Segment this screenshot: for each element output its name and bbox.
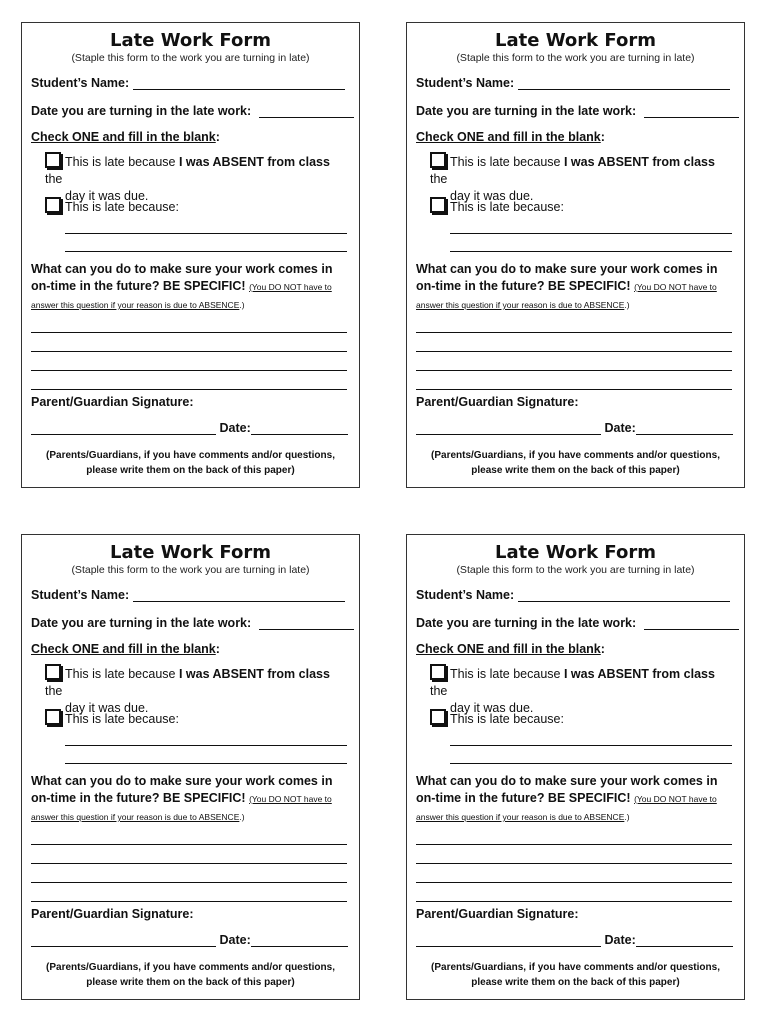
signature-field[interactable] [416,423,601,435]
answer-line[interactable] [31,370,347,371]
answer-line[interactable] [31,901,347,902]
student-name-label: Student’s Name: [416,588,515,602]
answer-line[interactable] [31,882,347,883]
answer-line[interactable] [31,351,347,352]
footer-note [411,448,740,478]
turn-in-date-label: Date you are turning in the late work: [416,104,637,118]
signature-label: Parent/Guardian Signature: [31,395,194,409]
answer-line[interactable] [31,844,347,845]
signature-date-row [416,933,734,947]
student-name-row [416,588,734,602]
question-note-part2: answer this question if your reason is due to ABSENCE [416,812,625,822]
other-reason-checkbox[interactable] [45,709,61,725]
student-name-row [31,588,349,602]
answer-line[interactable] [416,844,732,845]
check-heading-row [416,642,734,656]
future-question [31,773,349,826]
check-heading-row [31,642,349,656]
form-subtitle: (Staple this form to the work you are turning in late) [71,52,310,64]
signature-label: Parent/Guardian Signature: [416,395,579,409]
signature-date-field[interactable] [636,935,733,947]
form-subtitle: (Staple this form to the work you are turning in late) [456,52,695,64]
absent-checkbox[interactable] [430,664,446,680]
turn-in-date-row [416,616,734,630]
footer-note [411,960,740,990]
absent-bold: I was ABSENT from class [178,667,330,681]
signature-date-row [31,933,349,947]
absent-bold: I was ABSENT from class [563,667,715,681]
turn-in-date-row [31,104,349,118]
other-reason-label: This is late because: [65,200,179,214]
answer-line[interactable] [416,332,732,333]
question-line1: What can you do to make sure your work comes in [31,262,333,276]
student-name-label: Student’s Name: [416,76,515,90]
footer-line2: please write them on the back of this paper) [86,977,295,988]
signature-date-row [416,421,734,435]
form-title: Late Work Form [495,542,656,563]
turn-in-date-row [416,104,734,118]
turn-in-date-field[interactable] [259,618,354,630]
other-reason-checkbox[interactable] [430,197,446,213]
date-label: Date: [219,933,251,947]
future-question [31,261,349,314]
answer-line[interactable] [31,863,347,864]
other-reason-label: This is late because: [65,712,179,726]
question-line1: What can you do to make sure your work comes in [31,774,333,788]
absent-bold: I was ABSENT from class [563,155,715,169]
other-reason-label: This is late because: [450,200,564,214]
other-reason-line[interactable] [65,763,347,764]
option-other [430,709,734,728]
signature-field[interactable] [31,423,216,435]
signature-label: Parent/Guardian Signature: [416,907,579,921]
student-name-field[interactable] [518,78,730,90]
answer-line[interactable] [416,863,732,864]
other-reason-checkbox[interactable] [430,709,446,725]
option-other [45,709,349,728]
turn-in-date-label: Date you are turning in the late work: [31,616,252,630]
question-line2: on-time in the future? BE SPECIFIC! [416,791,631,805]
question-note-end: .) [624,300,630,310]
absent-prefix: This is late because [65,155,179,169]
footer-note [26,448,355,478]
footer-line1: (Parents/Guardians, if you have comments and/or questions, [46,962,335,973]
date-label: Date: [219,421,251,435]
other-reason-line[interactable] [450,745,732,746]
option-other [45,197,349,216]
student-name-label: Student’s Name: [31,76,130,90]
form-title: Late Work Form [110,30,271,51]
other-reason-line[interactable] [65,745,347,746]
signature-label: Parent/Guardian Signature: [31,907,194,921]
other-reason-line[interactable] [450,233,732,234]
turn-in-date-row [31,616,349,630]
check-heading: Check ONE and fill in the blank [416,642,601,656]
question-line1: What can you do to make sure your work comes in [416,262,718,276]
check-heading: Check ONE and fill in the blank [31,642,216,656]
form-title: Late Work Form [110,542,271,563]
absent-checkbox[interactable] [45,664,61,680]
absent-line2: day it was due. [65,701,149,715]
absent-line2: day it was due. [65,189,149,203]
question-note-part2: answer this question if your reason is due to ABSENCE [416,300,625,310]
late-work-form-card [406,22,745,488]
absent-suffix: the [430,684,448,698]
future-question [416,261,734,314]
turn-in-date-field[interactable] [259,106,354,118]
check-heading-colon: : [600,642,605,656]
footer-line1: (Parents/Guardians, if you have comments and/or questions, [431,450,720,461]
question-line1: What can you do to make sure your work comes in [416,774,718,788]
late-work-form-card [21,22,360,488]
signature-heading-row [416,907,734,921]
check-heading: Check ONE and fill in the blank [31,130,216,144]
student-name-label: Student’s Name: [31,588,130,602]
other-reason-line[interactable] [450,763,732,764]
question-note-end: .) [624,812,630,822]
date-label: Date: [604,421,636,435]
absent-checkbox[interactable] [430,152,446,168]
absent-prefix: This is late because [450,155,564,169]
absent-suffix: the [45,172,63,186]
check-heading: Check ONE and fill in the blank [416,130,601,144]
student-name-row [416,76,734,90]
other-reason-checkbox[interactable] [45,197,61,213]
check-heading-row [31,130,349,144]
turn-in-date-field[interactable] [644,618,739,630]
question-note-end: .) [239,300,245,310]
check-heading-colon: : [215,130,220,144]
form-subtitle: (Staple this form to the work you are turning in late) [456,564,695,576]
question-line2: on-time in the future? BE SPECIFIC! [31,279,246,293]
question-note-part2: answer this question if your reason is due to ABSENCE [31,812,240,822]
date-label: Date: [604,933,636,947]
signature-date-field[interactable] [251,423,348,435]
signature-heading-row [31,907,349,921]
other-reason-line[interactable] [65,251,347,252]
answer-line[interactable] [416,882,732,883]
answer-line[interactable] [416,901,732,902]
signature-date-field[interactable] [251,935,348,947]
late-work-form-card [406,534,745,1000]
check-heading-row [416,130,734,144]
student-name-field[interactable] [518,590,730,602]
form-subtitle: (Staple this form to the work you are turning in late) [71,564,310,576]
footer-line1: (Parents/Guardians, if you have comments and/or questions, [46,450,335,461]
future-question [416,773,734,826]
turn-in-date-label: Date you are turning in the late work: [416,616,637,630]
question-line2: on-time in the future? BE SPECIFIC! [416,279,631,293]
signature-date-row [31,421,349,435]
question-note-part1: (You DO NOT have to [634,794,717,804]
other-reason-label: This is late because: [450,712,564,726]
absent-checkbox[interactable] [45,152,61,168]
footer-line2: please write them on the back of this paper) [86,465,295,476]
question-line2: on-time in the future? BE SPECIFIC! [31,791,246,805]
answer-line[interactable] [31,332,347,333]
absent-line2: day it was due. [450,189,534,203]
question-note-part1: (You DO NOT have to [249,282,332,292]
question-note-part2: answer this question if your reason is due to ABSENCE [31,300,240,310]
footer-note [26,960,355,990]
signature-field[interactable] [31,935,216,947]
absent-prefix: This is late because [65,667,179,681]
question-note-end: .) [239,812,245,822]
option-other [430,197,734,216]
question-note-part1: (You DO NOT have to [634,282,717,292]
footer-line2: please write them on the back of this paper) [471,465,680,476]
turn-in-date-label: Date you are turning in the late work: [31,104,252,118]
absent-bold: I was ABSENT from class [178,155,330,169]
signature-field[interactable] [416,935,601,947]
signature-heading-row [416,395,734,409]
check-heading-colon: : [600,130,605,144]
footer-line1: (Parents/Guardians, if you have comments and/or questions, [431,962,720,973]
turn-in-date-field[interactable] [644,106,739,118]
absent-line2: day it was due. [450,701,534,715]
footer-line2: please write them on the back of this paper) [471,977,680,988]
answer-line[interactable] [416,389,732,390]
question-note-part1: (You DO NOT have to [249,794,332,804]
late-work-form-card [21,534,360,1000]
absent-suffix: the [45,684,63,698]
student-name-row [31,76,349,90]
answer-line[interactable] [416,370,732,371]
other-reason-line[interactable] [450,251,732,252]
absent-prefix: This is late because [450,667,564,681]
student-name-field[interactable] [133,78,345,90]
other-reason-line[interactable] [65,233,347,234]
signature-heading-row [31,395,349,409]
signature-date-field[interactable] [636,423,733,435]
absent-suffix: the [430,172,448,186]
answer-line[interactable] [416,351,732,352]
answer-line[interactable] [31,389,347,390]
form-title: Late Work Form [495,30,656,51]
check-heading-colon: : [215,642,220,656]
student-name-field[interactable] [133,590,345,602]
